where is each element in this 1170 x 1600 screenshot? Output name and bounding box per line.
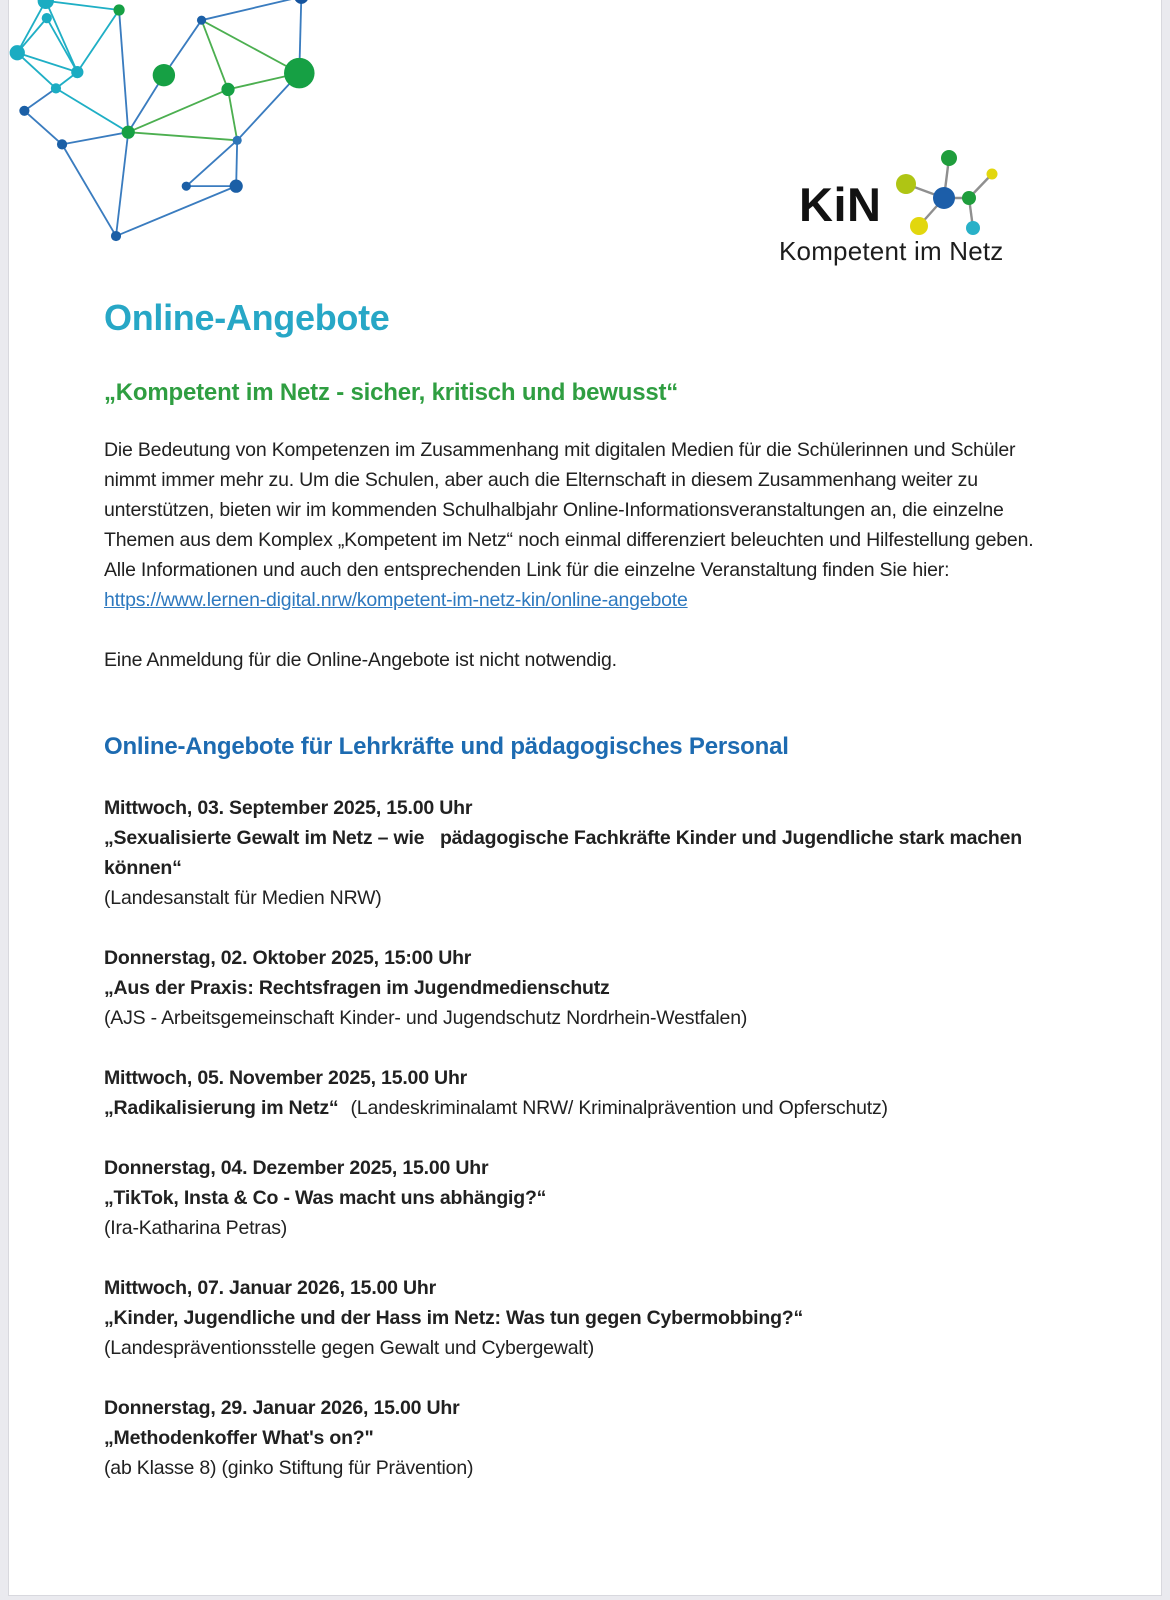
event-item [104, 943, 1069, 1033]
kin-logo [771, 146, 1041, 267]
event-item [104, 1063, 1069, 1123]
intro-paragraph [104, 435, 1069, 615]
molecule-icon [889, 146, 1007, 242]
event-item [104, 1273, 1069, 1363]
event-organizer: (AJS - Arbeitsgemeinschaft Kinder- und Jugendschutz Nordrhein-Westfalen) [104, 1007, 748, 1029]
page-title: Online-Angebote [104, 297, 390, 338]
event-organizer: (Landespräventionsstelle gegen Gewalt und Cybergewalt) [104, 1337, 595, 1359]
event-organizer: (Landeskriminalamt NRW/ Kriminalprävention und Opferschutz) [350, 1097, 888, 1119]
event-date: Mittwoch, 07. Januar 2026, 15.00 Uhr [104, 1277, 437, 1299]
event-date: Donnerstag, 04. Dezember 2025, 15.00 Uhr [104, 1157, 489, 1179]
event-item [104, 793, 1069, 913]
document-content [9, 295, 1161, 1483]
event-organizer: (ab Klasse 8) (ginko Stiftung für Prävention) [104, 1457, 474, 1479]
event-title: „Sexualisierte Gewalt im Netz – wie pädagogische Fachkräfte Kinder und Jugendliche stark machen können“ [104, 827, 1028, 879]
event-item [104, 1393, 1069, 1483]
events-list [104, 793, 1069, 1483]
event-title: „TikTok, Insta & Co - Was macht uns abhängig?“ [104, 1187, 547, 1209]
kin-logo-text: KiN [799, 178, 882, 231]
page-subtitle: „Kompetent im Netz - sicher, kritisch und bewusst“ [104, 379, 679, 406]
section-heading: Online-Angebote für Lehrkräfte und pädagogisches Personal [104, 733, 789, 760]
event-title: „Radikalisierung im Netz“ [104, 1097, 339, 1119]
event-date: Mittwoch, 03. September 2025, 15.00 Uhr [104, 797, 473, 819]
event-organizer: (Landesanstalt für Medien NRW) [104, 887, 382, 909]
event-organizer: (Ira-Katharina Petras) [104, 1217, 288, 1239]
event-date: Donnerstag, 29. Januar 2026, 15.00 Uhr [104, 1397, 460, 1419]
event-title: „Methodenkoffer What's on?" [104, 1427, 374, 1449]
event-date: Mittwoch, 05. November 2025, 15.00 Uhr [104, 1067, 468, 1089]
intro-link[interactable]: https://www.lernen-digital.nrw/kompetent-im-netz-kin/online-angebote [104, 589, 688, 611]
page-container [8, 0, 1162, 1596]
registration-note: Eine Anmeldung für die Online-Angebote ist nicht notwendig. [104, 649, 617, 671]
intro-text: Die Bedeutung von Kompetenzen im Zusammenhang mit digitalen Medien für die Schülerinnen und Schüler nimmt immer mehr zu. Um die Schulen, aber auch die Elternschaft in diesem Zusammenhang weiter zu unterstützen, bieten wir im kommenden Schulhalbjahr Online-Informationsveranstaltungen an, die einzelne Themen aus dem Komplex „Kompetent im Netz“ noch einmal differenziert beleuchten und Hilfestellung geben. Alle Informationen und auch den entsprechenden Link für die einzelne Veranstaltung finden Sie hier: [104, 439, 1034, 581]
event-title: „Kinder, Jugendliche und der Hass im Netz: Was tun gegen Cybermobbing?“ [104, 1307, 804, 1329]
network-graph-decoration [8, 0, 339, 250]
event-item [104, 1153, 1069, 1243]
event-date: Donnerstag, 02. Oktober 2025, 15:00 Uhr [104, 947, 472, 969]
event-title: „Aus der Praxis: Rechtsfragen im Jugendmedienschutz [104, 977, 610, 999]
kin-logo-tagline: Kompetent im Netz [779, 236, 1004, 266]
